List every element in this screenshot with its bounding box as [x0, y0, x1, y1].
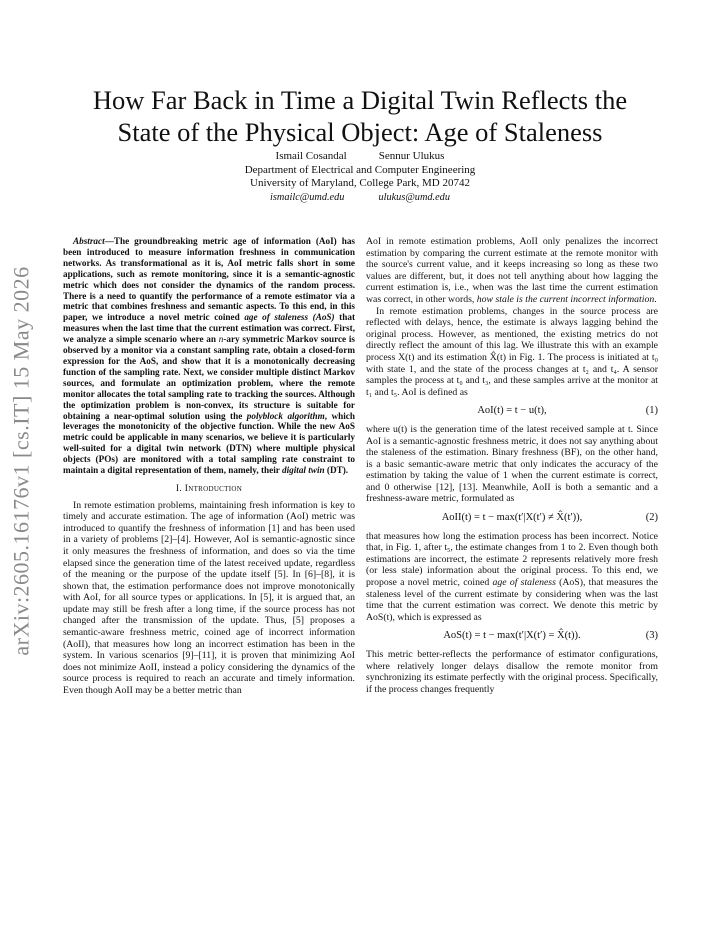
equation-1	[366, 405, 658, 417]
right-p4-emphasis: age of staleness	[492, 577, 556, 589]
title-line-2: State of the Physical Object: Age of Staleness	[117, 116, 603, 147]
left-column	[63, 236, 355, 697]
affiliation-2: University of Maryland, College Park, MD 20742	[250, 177, 470, 189]
right-paragraph-2: In remote estimation problems, changes in the source process are reflected with delays, hence, the estimate is always lagging behind the original process. However, as mentioned, the existing metrics do not directly reflect the amount of this lag. We illustrate this with an example process X(t) and its estimation X̂(t) in Fig. 1. The process is initiated at t₀ with state 1, and the state of the process changes at t₂ and t₄. A sensor samples the process at t₀ and t₃, and these samples arrive at the monitor at t₁ and t₅. AoI is defined as	[366, 305, 658, 398]
equation-3	[366, 630, 658, 642]
abstract-dash: —	[104, 236, 114, 246]
right-paragraph-3: where u(t) is the generation time of the latest received sample at t. Since AoI is a semantic-agnostic freshness metric, it does not say anything about the staleness of the estimation. Binary freshness (BF), on the other hand, is a basic semantic-aware metric that only indicates the accuracy of the estimation by taking the value of 1 when the current estimate is correct, and 0 otherwise [12], [13]. Meanwhile, AoII is both a semantic and a freshness-aware metric, formulated as	[366, 423, 658, 505]
paper-title	[40, 84, 680, 148]
section-title: Introduction	[184, 483, 243, 494]
author-emails	[100, 191, 620, 205]
abstract-text-3: -ary symmetric Markov source is observed by a monitor via a constant sampling rate, obtain a closed-form expression for the AoS, and show that it is a monotonically decreasing function of the sampling rate. Next, we consider multiple distinct Markov sources, and formulate an optimization problem, where the remote monitor allocates the total sampling rate to tracking the sources. Although the optimization problem is non-convex, its structure is suitable for obtaining a near-optimal solution using the	[63, 334, 355, 421]
right-paragraph-5: This metric better-reflects the performance of estimator configurations, where relatively longer delays disallow the remote monitor from synchronizing its estimate perfectly with the original process. Specifically, if the process changes frequently	[366, 649, 658, 695]
abstract-text-5: (DT).	[324, 465, 349, 476]
abstract-aos-term: age of staleness (AoS)	[244, 312, 335, 323]
abstract-polyblock-term: polyblock algorithm	[246, 410, 325, 421]
abstract-text-2: that measures when the last time that the current estimation was correct. First, we analyze a simple scenario where an	[63, 312, 356, 345]
abstract	[63, 236, 355, 476]
abstract-text-4: , which leverages the monotonicity of the objective function. While the new AoS metric could be applicable in many scenarios, we believe it is particularly well-suited for a digital twin network (DTN) where multiple physical objects (POs) are monitored with a total sampling rate constraint to maintain a digital representation of them, namely, their	[63, 410, 355, 476]
right-paragraph-1	[366, 236, 658, 306]
equation-1-number: (1)	[645, 405, 658, 417]
email-2[interactable]: ulukus@umd.edu	[378, 191, 450, 203]
intro-paragraph-1: In remote estimation problems, maintaining fresh information is key to timely and accurate estimation. The age of information (AoI) metric was introduced to quantify the freshness of information [1] and has been used in a variety of problems [2]–[4]. However, AoI is semantic-agnostic since it only measures the freshness of information, and does so via the time elapsed since the generation time of the latest received update, regardless of the meaning or the purpose of the update itself [5]. In [6]–[8], it is shown that, the estimation performance does not improve monotonically with AoI, for all source types or applications. In [5], it is argued that, an update may still be fresh after a long time, if the source process has not changed after the transmission of the update. Thus, [5] proposes a semantic-aware freshness metric, coined age of incorrect information (AoII), that measures how long an incorrect estimation has been in the system. In various scenarios [9]–[11], it is proven that minimizing AoI does not minimize AoII, instead a policy considering the dynamics of the source process is required to reach an accurate and timely information. Even though AoII may be a better metric than	[63, 499, 355, 697]
section-heading-introduction	[63, 484, 355, 496]
section-number: I.	[175, 483, 183, 494]
equation-3-body: AoS(t) = t − max(t′|X(t′) = X̂(t)).	[443, 630, 581, 642]
right-p4-text-a: that measures how long the estimation process has been incorrect. Notice that, in Fig. 1, after t₅, the estimate changes from 1 to 2. Even though both estimations are incorrect, the estimate 2 represents relatively more fresh (or less stale) information about the original process. To this end, we propose a novel metric, coined	[366, 530, 658, 589]
abstract-dt-term: digital twin	[281, 465, 325, 476]
arxiv-stamp	[4, 238, 40, 683]
equation-2	[366, 512, 658, 524]
right-p4-text-b: (AoS), that measures the staleness level of the current estimate by considering when was the last time that the current estimation was correct. We denote this metric by AoS(t), which is expressed as	[366, 577, 658, 623]
abstract-n-symbol: n	[218, 334, 224, 345]
arxiv-identifier: arXiv:2605.16176v1 [cs.IT] 15 May 2026	[9, 265, 34, 656]
email-1[interactable]: ismailc@umd.edu	[270, 191, 345, 203]
abstract-text-1: The groundbreaking metric age of information (AoI) has been introduced to measure information freshness in communication networks. As transformational as it is, AoI metric falls short in some applications, such as remote monitoring, since it is a semantic-agnostic metric which does not consider the dynamics of the random process. There is a need to quantify the performance of a remote estimator via a metric that combines freshness and semantic aspects. To this end, in this paper, we introduce a novel metric coined	[63, 236, 355, 323]
author-2: Sennur Ulukus	[378, 150, 445, 162]
right-p1-emphasis: how stale is the current incorrect information	[476, 293, 655, 305]
author-1: Ismail Cosandal	[275, 150, 347, 162]
equation-2-number: (2)	[645, 512, 658, 524]
author-block	[100, 150, 620, 204]
equation-1-body: AoI(t) = t − u(t),	[477, 405, 547, 417]
author-names	[100, 150, 620, 164]
right-p1-text-a: AoI in remote estimation problems, AoII only penalizes the incorrect estimation by comparing the current estimate at the remote monitor with the source's current value, and it keeps increasing so long as these two values are different, but, it does not tell anything about how lagging the current estimation is, i.e., when was the last time the current estimation was correct, in other words,	[366, 236, 658, 305]
right-column	[366, 236, 658, 695]
equation-2-body: AoII(t) = t − max(t′|X(t′) ≠ X̂(t′)),	[441, 512, 583, 524]
right-paragraph-4	[366, 531, 658, 624]
equation-3-number: (3)	[645, 630, 658, 642]
title-line-1: How Far Back in Time a Digital Twin Reflects the	[92, 84, 628, 115]
right-p1-text-b: .	[654, 293, 657, 305]
affiliation-1: Department of Electrical and Computer Engineering	[244, 163, 476, 176]
abstract-label: Abstract	[73, 236, 105, 246]
